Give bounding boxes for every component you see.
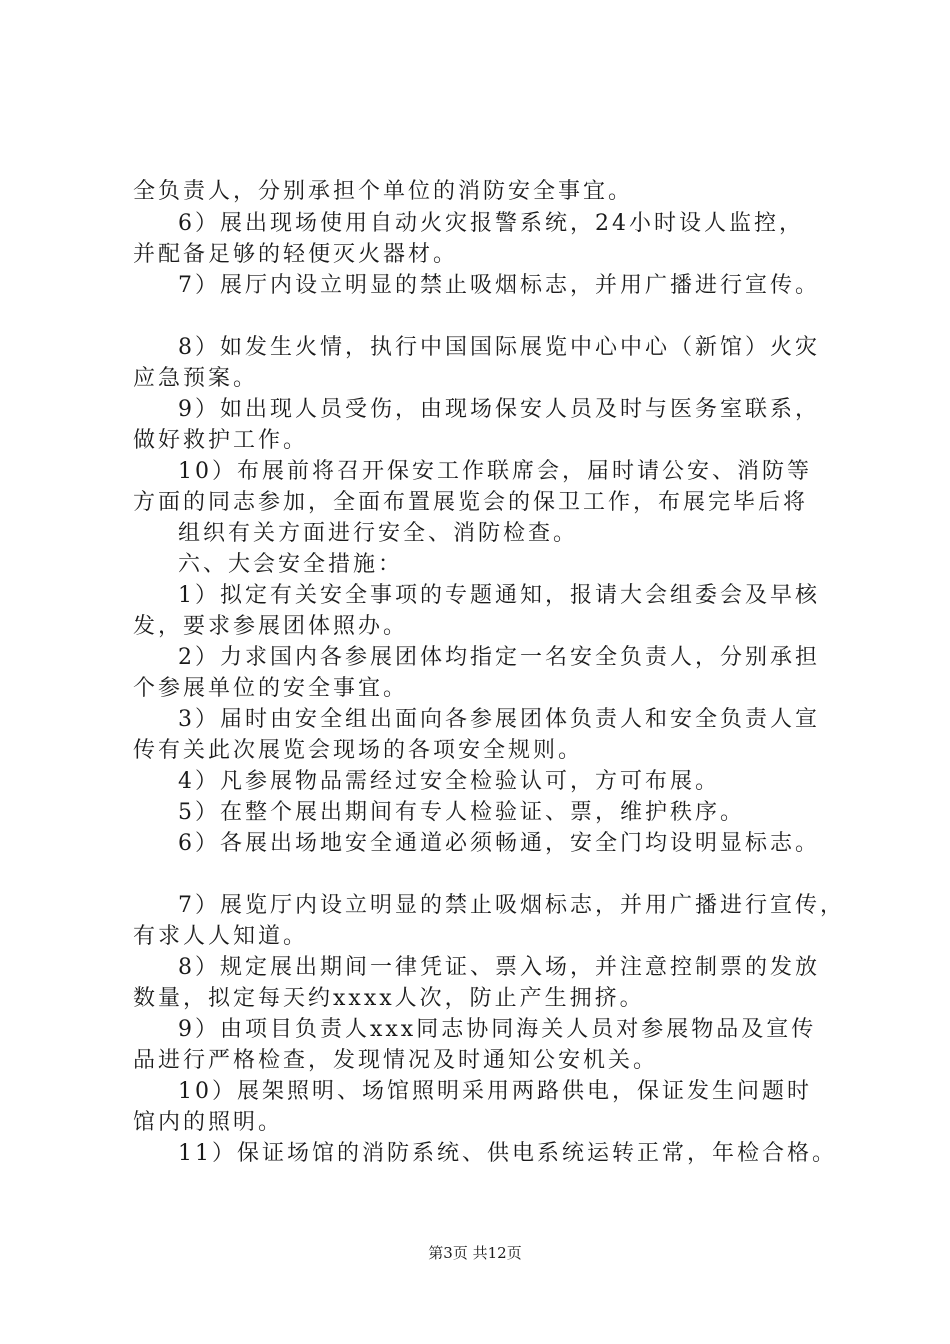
text-line: 6）展出现场使用自动火灾报警系统，24小时设人监控， [178, 211, 804, 236]
section-heading: 六、大会安全措施： [178, 552, 404, 577]
text-line: 8）如发生火情，执行中国国际展览中心中心（新馆）火灾 [178, 335, 820, 360]
text-line: 方面的同志参加，全面布置展览会的保卫工作，布展完毕后将 [133, 490, 809, 515]
text-line: 10）布展前将召开保安工作联席会，届时请公安、消防等 [178, 459, 812, 484]
text-line: 发，要求参展团体照办。 [133, 614, 409, 639]
text-line: 10）展架照明、场馆照明采用两路供电，保证发生问题时 [178, 1079, 812, 1104]
text-line: 6）各展出场地安全通道必须畅通，安全门均设明显标志。 [178, 831, 820, 856]
text-line: 1）拟定有关安全事项的专题通知，报请大会组委会及早核 [178, 583, 820, 608]
page-number-footer: 第3页 共12页 [428, 1244, 522, 1262]
text-line: 数量，拟定每天约xxxx人次，防止产生拥挤。 [133, 986, 645, 1011]
text-line: 4）凡参展物品需经过安全检验认可，方可布展。 [178, 769, 720, 794]
text-line: 组织有关方面进行安全、消防检查。 [178, 521, 579, 546]
text-line: 2）力求国内各参展团体均指定一名安全负责人，分别承担 [178, 645, 820, 670]
text-line: 9）如出现人员受伤，由现场保安人员及时与医务室联系， [178, 397, 820, 422]
text-line: 3）届时由安全组出面向各参展团体负责人和安全负责人宣 [178, 707, 820, 732]
text-line: 有求人人知道。 [133, 924, 309, 949]
text-line: 7）展览厅内设立明显的禁止吸烟标志，并用广播进行宣传， [178, 893, 845, 918]
text-line: 传有关此次展览会现场的各项安全规则。 [133, 738, 584, 763]
text-line: 5）在整个展出期间有专人检验证、票，维护秩序。 [178, 800, 745, 825]
text-line: 并配备足够的轻便灭火器材。 [133, 242, 459, 267]
text-line: 9）由项目负责人xxx同志协同海关人员对参展物品及宣传 [178, 1017, 817, 1042]
text-line: 品进行严格检查，发现情况及时通知公安机关。 [133, 1048, 659, 1073]
text-line: 个参展单位的安全事宜。 [133, 676, 409, 701]
text-line: 8）规定展出期间一律凭证、票入场，并注意控制票的发放 [178, 955, 820, 980]
text-line: 11）保证场馆的消防系统、供电系统运转正常，年检合格。 [178, 1141, 837, 1166]
text-line: 馆内的照明。 [133, 1110, 284, 1135]
text-line: 7）展厅内设立明显的禁止吸烟标志，并用广播进行宣传。 [178, 273, 820, 298]
text-line: 做好救护工作。 [133, 428, 309, 453]
text-line: 应急预案。 [133, 366, 259, 391]
text-line: 全负责人，分别承担个单位的消防安全事宜。 [133, 179, 634, 204]
